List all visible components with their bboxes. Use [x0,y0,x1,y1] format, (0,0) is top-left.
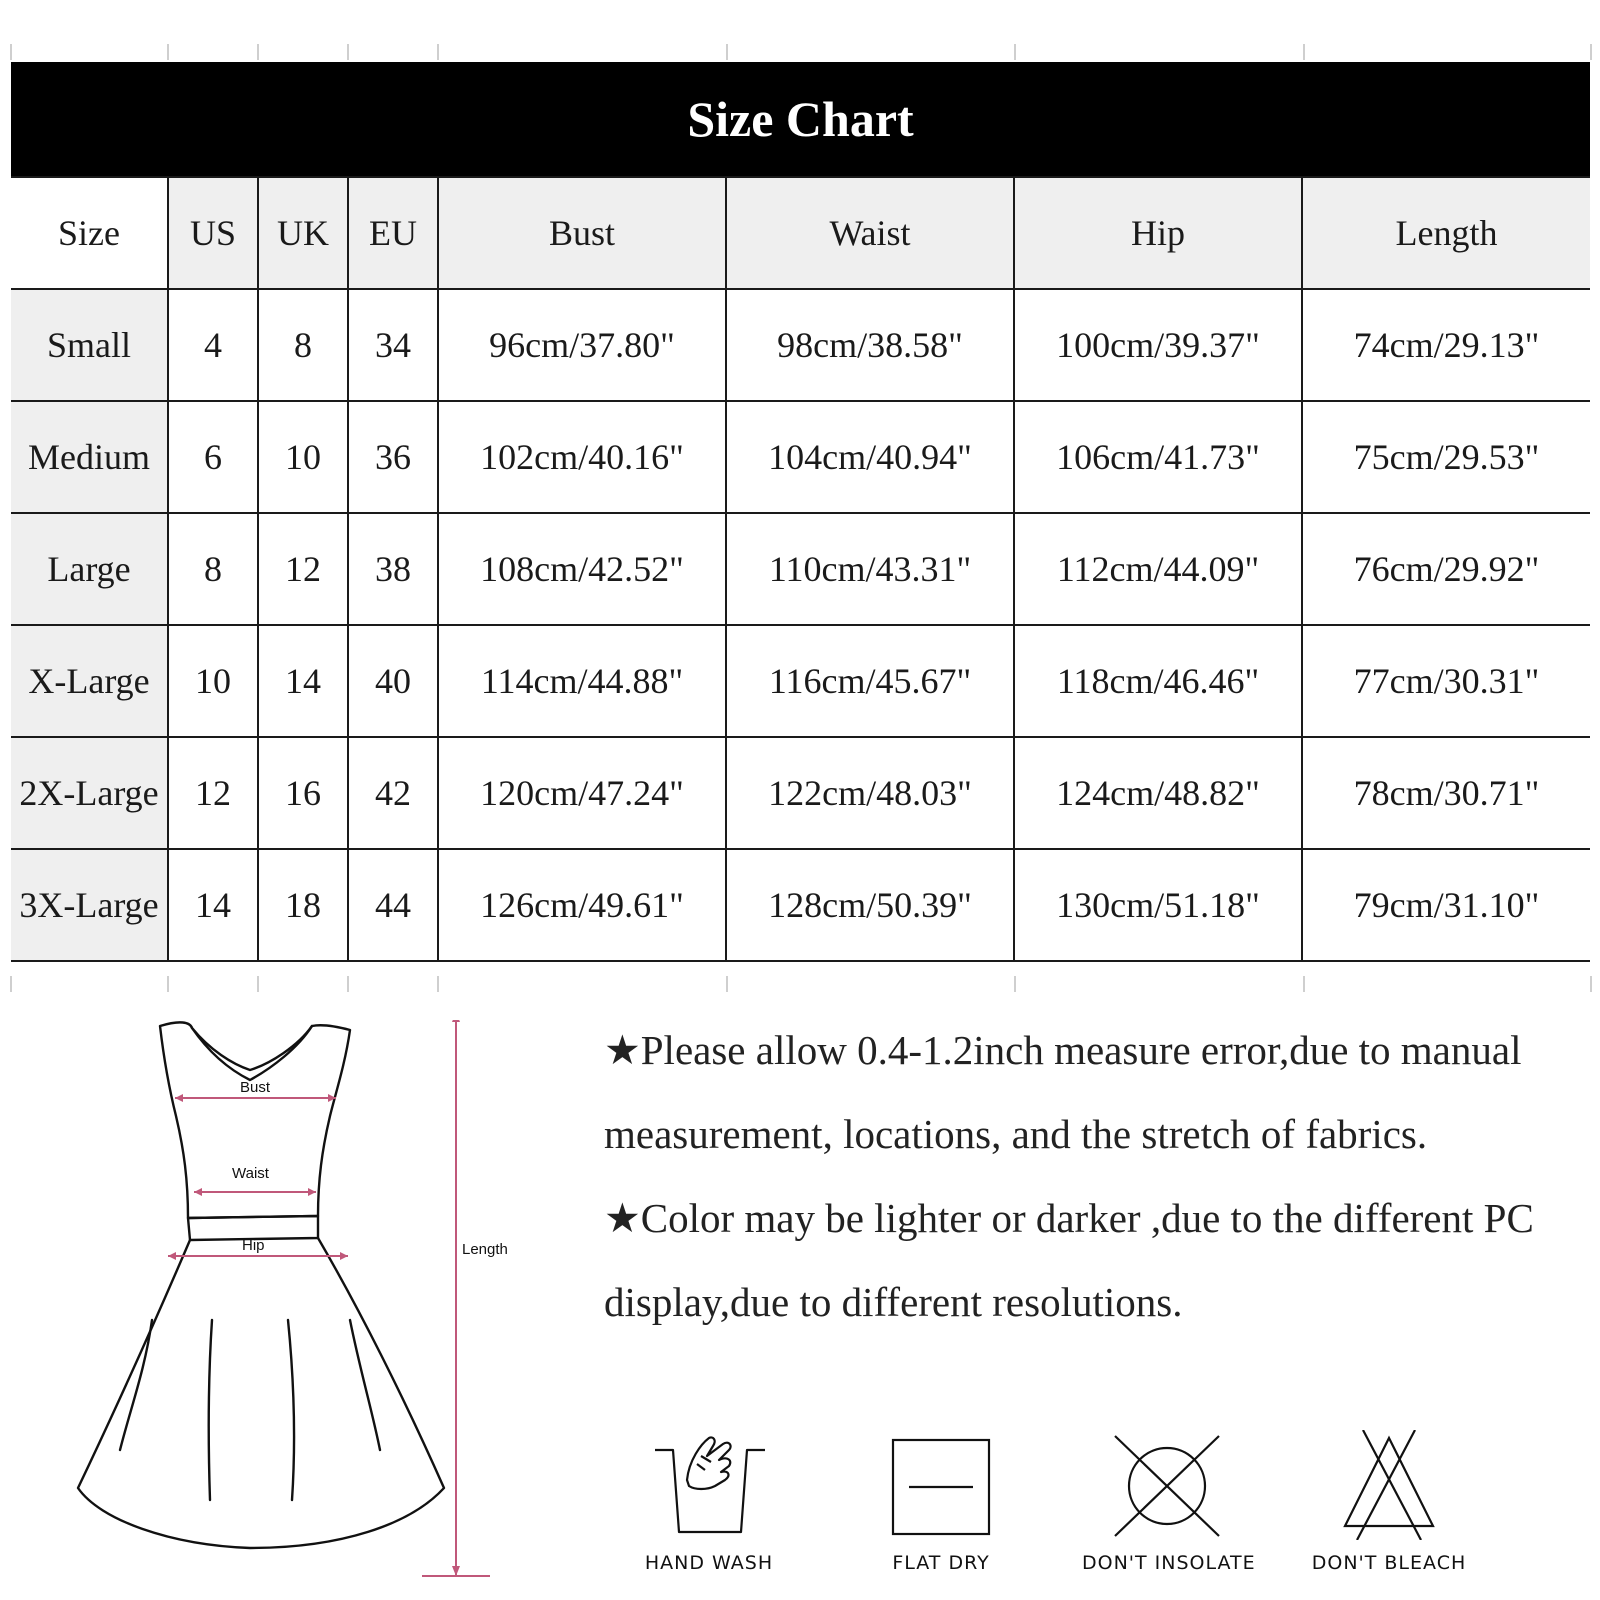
column-header: US [168,177,258,289]
size-chart [11,62,1590,962]
length-label: Length [462,1241,508,1258]
table-cell: 116cm/45.67" [726,625,1014,737]
table-cell: 102cm/40.16" [438,401,726,513]
column-header: EU [348,177,438,289]
column-header: Bust [438,177,726,289]
table-row [11,401,1590,513]
top-tick-marks [0,44,1600,60]
dont-bleach-icon [1329,1430,1449,1540]
table-cell: 108cm/42.52" [438,513,726,625]
column-header: Waist [726,177,1014,289]
table-cell: 122cm/48.03" [726,737,1014,849]
table-cell: 8 [168,513,258,625]
table-row [11,289,1590,401]
size-table [11,176,1590,962]
table-cell: 14 [168,849,258,961]
table-cell: 78cm/30.71" [1302,737,1590,849]
column-header: Size [11,177,168,289]
column-header: Hip [1014,177,1302,289]
table-cell: 38 [348,513,438,625]
chart-title: Size Chart [11,62,1590,176]
table-cell: 12 [168,737,258,849]
table-row [11,513,1590,625]
care-dont-bleach [1304,1430,1474,1574]
table-row [11,625,1590,737]
column-header: UK [258,177,348,289]
bottom-tick-marks [0,976,1600,990]
table-cell: 112cm/44.09" [1014,513,1302,625]
table-cell: 12 [258,513,348,625]
table-cell: 114cm/44.88" [438,625,726,737]
table-cell: 74cm/29.13" [1302,289,1590,401]
table-cell: 130cm/51.18" [1014,849,1302,961]
table-cell: 8 [258,289,348,401]
table-row [11,737,1590,849]
bust-label: Bust [240,1079,271,1096]
table-cell: 126cm/49.61" [438,849,726,961]
care-dont-bleach-label: DON'T BLEACH [1311,1552,1467,1574]
note-measure-error: ★Please allow 0.4-1.2inch measure error,due to manual measurement, locations, and the stretch of fabrics. [604,1027,1522,1157]
table-cell: 100cm/39.37" [1014,289,1302,401]
table-cell: 79cm/31.10" [1302,849,1590,961]
table-cell: 106cm/41.73" [1014,401,1302,513]
size-name-cell: 2X-Large [11,737,168,849]
size-name-cell: X-Large [11,625,168,737]
hand-wash-icon [649,1430,769,1540]
table-cell: 4 [168,289,258,401]
dress-measurement-diagram [60,1020,530,1590]
table-cell: 75cm/29.53" [1302,401,1590,513]
table-cell: 77cm/30.31" [1302,625,1590,737]
column-header: Length [1302,177,1590,289]
table-cell: 40 [348,625,438,737]
table-cell: 10 [168,625,258,737]
note-color: ★Color may be lighter or darker ,due to the different PC display,due to different resolutions. [604,1195,1534,1325]
table-cell: 10 [258,401,348,513]
size-name-cell: 3X-Large [11,849,168,961]
table-cell: 98cm/38.58" [726,289,1014,401]
table-cell: 42 [348,737,438,849]
hip-label: Hip [242,1237,265,1254]
flat-dry-icon [881,1430,1001,1540]
care-dont-insolate-label: DON'T INSOLATE [1082,1552,1256,1574]
table-header-row [11,177,1590,289]
table-cell: 6 [168,401,258,513]
notes [604,1008,1564,1344]
table-cell: 118cm/46.46" [1014,625,1302,737]
care-flat-dry-label: FLAT DRY [892,1552,990,1574]
size-name-cell: Small [11,289,168,401]
care-hand-wash-label: HAND WASH [644,1552,774,1574]
table-cell: 14 [258,625,348,737]
table-cell: 104cm/40.94" [726,401,1014,513]
table-row [11,849,1590,961]
care-dont-insolate [1082,1430,1256,1574]
dont-insolate-icon [1107,1430,1227,1540]
table-cell: 18 [258,849,348,961]
table-cell: 36 [348,401,438,513]
size-name-cell: Medium [11,401,168,513]
table-cell: 16 [258,737,348,849]
table-cell: 128cm/50.39" [726,849,1014,961]
table-cell: 120cm/47.24" [438,737,726,849]
table-cell: 76cm/29.92" [1302,513,1590,625]
table-cell: 44 [348,849,438,961]
table-cell: 96cm/37.80" [438,289,726,401]
waist-label: Waist [232,1165,269,1182]
table-cell: 34 [348,289,438,401]
table-cell: 110cm/43.31" [726,513,1014,625]
care-hand-wash [624,1430,794,1574]
size-name-cell: Large [11,513,168,625]
table-cell: 124cm/48.82" [1014,737,1302,849]
care-flat-dry [856,1430,1026,1574]
